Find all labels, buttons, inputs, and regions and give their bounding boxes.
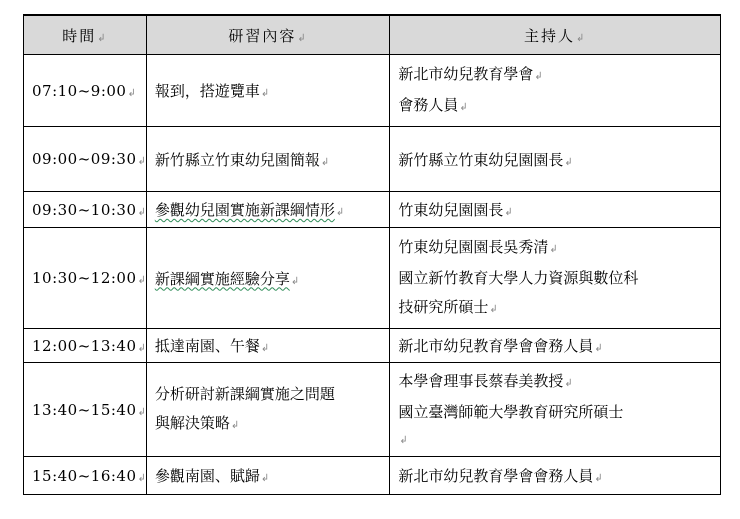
table-row (24, 192, 721, 228)
time-cell: 07:10~9:00↲ (24, 55, 147, 127)
host-cell: 新竹縣立竹東幼兒園園長↲ (390, 127, 721, 192)
host-cell: 新北市幼兒教育學會會務人員↲ (390, 329, 721, 363)
time-cell: 13:40~15:40↲ (24, 363, 147, 457)
header-host: 主持人↲ (390, 15, 721, 55)
table-row (24, 457, 721, 495)
host-cell: 本學會理事長蔡春美教授↲ 國立臺灣師範大學教育研究所碩士 ↲ (390, 363, 721, 457)
time-cell: 09:00~09:30↲ (24, 127, 147, 192)
table-row (24, 55, 721, 127)
table-row (24, 329, 721, 363)
content-cell: 新竹縣立竹東幼兒園簡報↲ (146, 127, 390, 192)
time-cell: 09:30~10:30↲ (24, 192, 147, 228)
content-cell: 報到，搭遊覽車↲ (146, 55, 390, 127)
content-cell: 分析研討新課綱實施之問題 與解決策略↲ (146, 363, 390, 457)
time-cell: 12:00~13:40↲ (24, 329, 147, 363)
host-cell: 竹東幼兒園園長↲ (390, 192, 721, 228)
table-row (24, 127, 721, 192)
content-cell: 抵達南園、午餐↲ (146, 329, 390, 363)
host-cell: 竹東幼兒園園長吳秀清↲ 國立新竹教育大學人力資源與數位科 技研究所碩士↲ (390, 228, 721, 329)
header-time: 時間↲ (24, 15, 147, 55)
header-row (24, 15, 721, 55)
host-cell: 新北市幼兒教育學會↲ 會務人員↲ (390, 55, 721, 127)
time-cell: 15:40~16:40↲ (24, 457, 147, 495)
content-cell: 新課綱實施經驗分享↲ (146, 228, 390, 329)
table-row (24, 363, 721, 457)
content-cell: 參觀南園、賦歸↲ (146, 457, 390, 495)
header-content: 研習內容↲ (146, 15, 390, 55)
content-cell: 參觀幼兒園實施新課綱情形↲ (146, 192, 390, 228)
schedule-table (23, 14, 721, 495)
time-cell: 10:30~12:00↲ (24, 228, 147, 329)
table-row (24, 228, 721, 329)
host-cell: 新北市幼兒教育學會會務人員↲ (390, 457, 721, 495)
